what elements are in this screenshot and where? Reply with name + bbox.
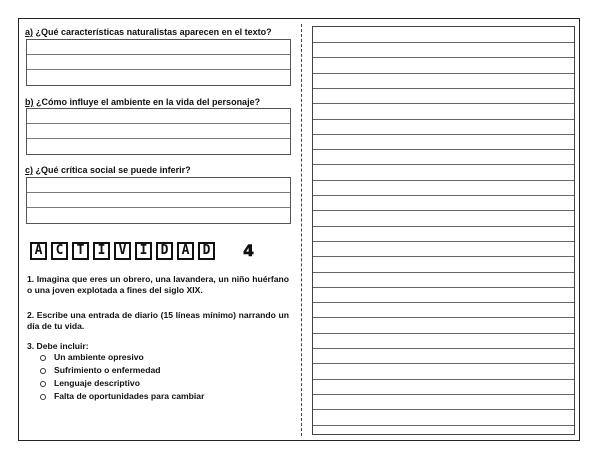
ruled-line bbox=[313, 57, 574, 58]
bullet-icon bbox=[40, 394, 46, 400]
answer-box-a[interactable] bbox=[26, 39, 291, 86]
ruled-line bbox=[313, 42, 574, 43]
ruled-line bbox=[313, 425, 574, 426]
question-b-letter: b) bbox=[25, 97, 34, 107]
ruled-line bbox=[313, 226, 574, 227]
bullet-icon bbox=[40, 381, 46, 387]
question-b-text: ¿Cómo influye el ambiente en la vida del personaje? bbox=[36, 97, 261, 107]
requirement-item: Un ambiente opresivo bbox=[40, 352, 144, 362]
title-letter: V bbox=[114, 242, 131, 260]
ruled-line bbox=[313, 149, 574, 150]
activity-title bbox=[30, 241, 254, 260]
ruled-line bbox=[313, 409, 574, 410]
answer-box-b[interactable] bbox=[26, 108, 291, 155]
ruled-line bbox=[313, 210, 574, 211]
title-letter: D bbox=[156, 242, 173, 260]
question-a-letter: a) bbox=[25, 27, 34, 37]
ruled-line bbox=[313, 272, 574, 273]
requirement-item: Sufrimiento o enfermedad bbox=[40, 365, 160, 375]
ruled-line bbox=[313, 363, 574, 364]
ruled-line bbox=[313, 134, 574, 135]
ruled-line bbox=[313, 317, 574, 318]
ruled-line bbox=[313, 394, 574, 395]
requirement-item: Falta de oportunidades para cambiar bbox=[40, 391, 204, 401]
ruled-line bbox=[313, 287, 574, 288]
ruled-line bbox=[313, 302, 574, 303]
instruction-1: 1. Imagina que eres un obrero, una lavandera, un niño huérfano o una joven explotada a fines del siglo XIX. bbox=[27, 274, 289, 295]
activity-number: 4 bbox=[243, 241, 255, 260]
title-letter: C bbox=[51, 242, 68, 260]
question-a bbox=[25, 27, 272, 37]
instruction-3: 3. Debe incluir: bbox=[27, 341, 89, 351]
ruled-line bbox=[313, 241, 574, 242]
fold-divider bbox=[301, 24, 302, 436]
question-c-letter: c) bbox=[25, 165, 34, 175]
title-letter: I bbox=[135, 242, 152, 260]
question-b bbox=[25, 97, 260, 107]
question-c bbox=[25, 165, 191, 175]
ruled-line bbox=[313, 379, 574, 380]
instruction-2: 2. Escribe una entrada de diario (15 líneas mínimo) narrando un día de tu vida. bbox=[27, 310, 289, 331]
question-c-text: ¿Qué crítica social se puede inferir? bbox=[35, 165, 191, 175]
bullet-icon bbox=[40, 355, 46, 361]
title-letter: A bbox=[177, 242, 194, 260]
ruled-line bbox=[313, 73, 574, 74]
diary-writing-area[interactable] bbox=[312, 26, 575, 435]
ruled-line bbox=[313, 333, 574, 334]
title-letter: T bbox=[72, 242, 89, 260]
title-letter: A bbox=[30, 242, 47, 260]
bullet-icon bbox=[40, 368, 46, 374]
ruled-line bbox=[313, 256, 574, 257]
ruled-line bbox=[313, 164, 574, 165]
title-letter: I bbox=[93, 242, 110, 260]
ruled-line bbox=[313, 119, 574, 120]
ruled-line bbox=[313, 348, 574, 349]
requirement-item: Lenguaje descriptivo bbox=[40, 378, 140, 388]
ruled-line bbox=[313, 103, 574, 104]
question-a-text: ¿Qué características naturalistas aparecen en el texto? bbox=[35, 27, 272, 37]
answer-box-c[interactable] bbox=[26, 177, 291, 224]
ruled-line bbox=[313, 180, 574, 181]
title-letter: D bbox=[198, 242, 215, 260]
ruled-line bbox=[313, 88, 574, 89]
ruled-line bbox=[313, 195, 574, 196]
